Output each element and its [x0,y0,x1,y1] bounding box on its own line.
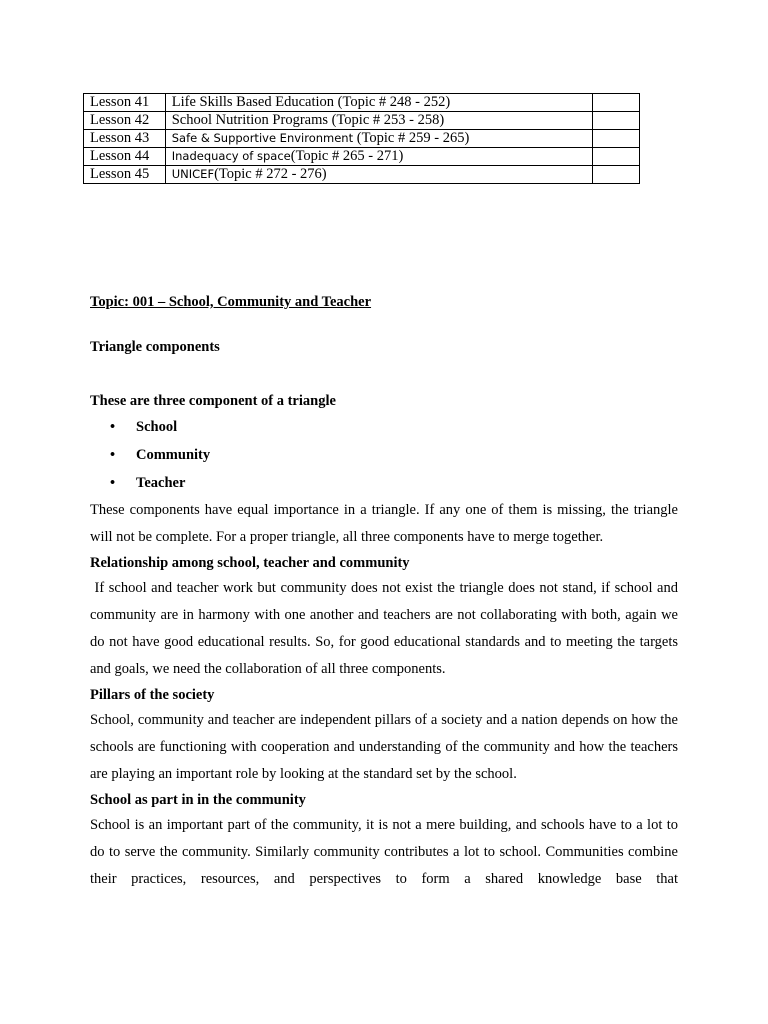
lesson-title-prefix: UNICEF [171,167,215,181]
paragraph-school-community: School is an important part of the community, it is not a mere building, and schools have to a lot to do to serve the community. Similarly community contributes a lot to school. Communities combine their practices, resources, and perspectives to form a shared knowledge base that [90,817,678,887]
list-item-label: Community [136,447,211,463]
lesson-number-cell: Lesson 43 [84,130,166,148]
components-list [90,413,678,497]
heading-school-community: School as part in in the community [90,792,306,808]
lesson-empty-cell [592,166,639,184]
components-heading: These are three component of a triangle [90,393,336,409]
table-row [84,94,640,112]
lesson-title-prefix: Safe & Supportive Environment [171,131,354,145]
heading-relationship: Relationship among school, teacher and community [90,555,410,571]
lesson-title-rest: (Topic # 259 - 265) [353,130,470,146]
table-row [84,148,640,166]
lesson-title: Life Skills Based Education (Topic # 248 - 252) [171,94,451,110]
paragraph-pillars: School, community and teacher are independent pillars of a society and a nation depends on how the schools are functioning with cooperation and understanding of the community and how the teachers are playing an important role by looking at the standard set by the school. [90,712,678,782]
lesson-empty-cell [592,130,639,148]
lesson-number-cell: Lesson 44 [84,148,166,166]
lesson-title-cell [165,94,592,112]
topic-content [90,290,682,893]
bullet-icon: • [110,419,116,435]
list-item-label: School [136,419,178,435]
list-item-label: Teacher [136,475,186,491]
list-item [110,441,678,469]
lesson-title-cell [165,130,592,148]
topic-title: Topic: 001 – School, Community and Teacher [90,294,372,310]
lesson-empty-cell [592,94,639,112]
paragraph-relationship: If school and teacher work but community does not exist the triangle does not stand, if school and community are in harmony with one another and teachers are not collaborating with both, again we do not have good educational results. So, for good educational standards and to meeting the targets and goals, we need the collaboration of all three components. [90,580,682,677]
lesson-number-cell: Lesson 42 [84,112,166,130]
paragraph-components: These components have equal importance in a triangle. If any one of them is missing, the triangle will not be complete. For a proper triangle, all three components have to merge together. [90,502,678,545]
lessons-table [83,93,640,184]
lesson-title: School Nutrition Programs (Topic # 253 - 258) [171,112,445,128]
heading-pillars: Pillars of the society [90,687,215,703]
table-row [84,130,640,148]
topic-subtitle: Triangle components [90,339,220,355]
list-item [110,413,678,441]
lesson-title-rest: (Topic # 265 - 271) [290,148,404,164]
bullet-icon: • [110,475,116,491]
lesson-empty-cell [592,148,639,166]
lesson-title-prefix: Inadequacy of space [171,149,291,163]
table-row [84,166,640,184]
lesson-title-rest: (Topic # 272 - 276) [214,166,327,182]
list-item [110,469,678,497]
table-row [84,112,640,130]
bullet-icon: • [110,447,116,463]
lesson-title-cell [165,148,592,166]
lesson-title-cell [165,166,592,184]
lesson-number-cell: Lesson 45 [84,166,166,184]
lesson-empty-cell [592,112,639,130]
lesson-title-cell [165,112,592,130]
lesson-number-cell: Lesson 41 [84,94,166,112]
